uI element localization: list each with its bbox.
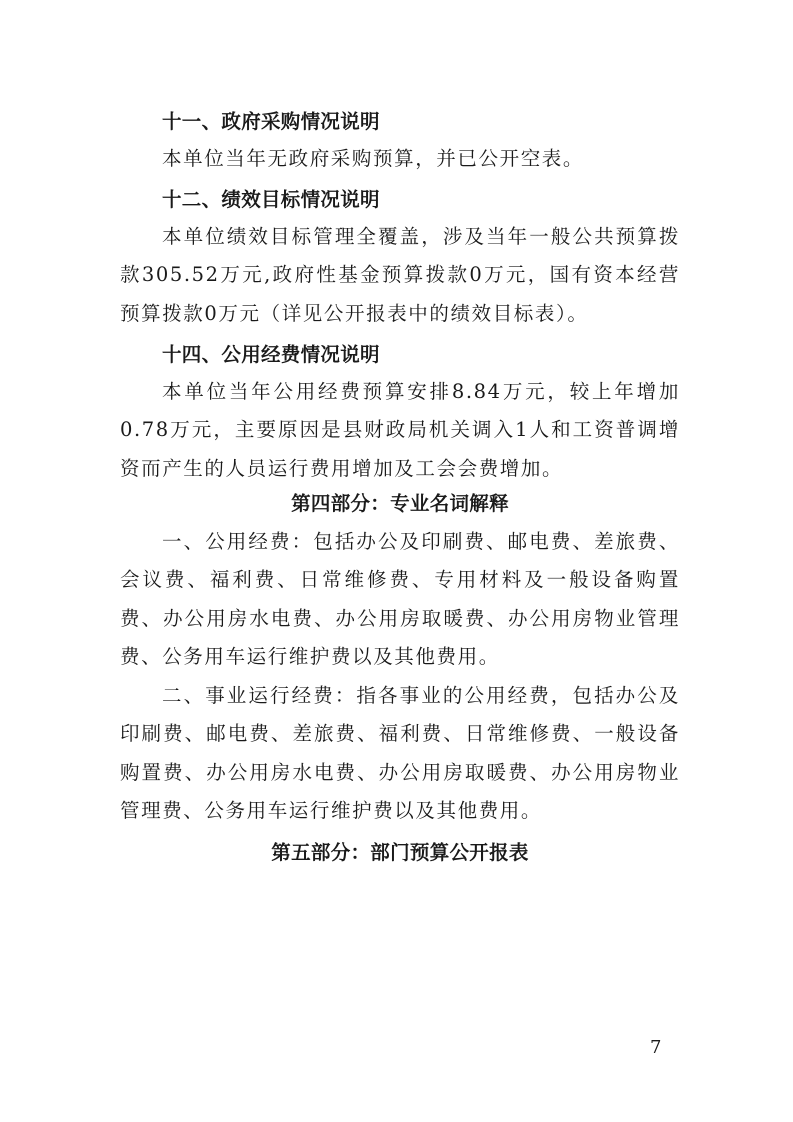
section-heading-performance: 十二、绩效目标情况说明 (162, 188, 380, 211)
part5-title: 第五部分：部门预算公开报表 (271, 841, 529, 864)
section-heading-procurement: 十一、政府采购情况说明 (162, 110, 380, 133)
term-operating-expenses: 二、事业运行经费：指各事业的公用经费，包括办公及印刷费、邮电费、差旅费、福利费、日常维修费、一般设备购置费、办公用房水电费、办公用房取暖费、办公用房物业管理费、公务用车运行维护费以及其他费用。 (120, 684, 680, 823)
section-body-public-expenses: 本单位当年公用经费预算安排8.84万元，较上年增加0.78万元，主要原因是县财政局机关调入1人和工资普调增资而产生的人员运行费用增加及工会会费增加。 (120, 380, 680, 480)
section-heading-public-expenses: 十四、公用经费情况说明 (162, 343, 380, 366)
section-body-procurement: 本单位当年无政府采购预算，并已公开空表。 (162, 147, 585, 170)
term-public-expenses: 一、公用经费：包括办公及印刷费、邮电费、差旅费、会议费、福利费、日常维修费、专用材料及一般设备购置费、办公用房水电费、办公用房取暖费、办公用房物业管理费、公务用车运行维护费以及其他费用。 (120, 530, 680, 669)
part4-title: 第四部分：专业名词解释 (291, 492, 509, 515)
section-body-performance: 本单位绩效目标管理全覆盖，涉及当年一般公共预算拨款305.52万元,政府性基金预算拨款0万元，国有资本经营预算拨款0万元（详见公开报表中的绩效目标表）。 (120, 225, 680, 325)
page-number: 7 (650, 1037, 662, 1058)
